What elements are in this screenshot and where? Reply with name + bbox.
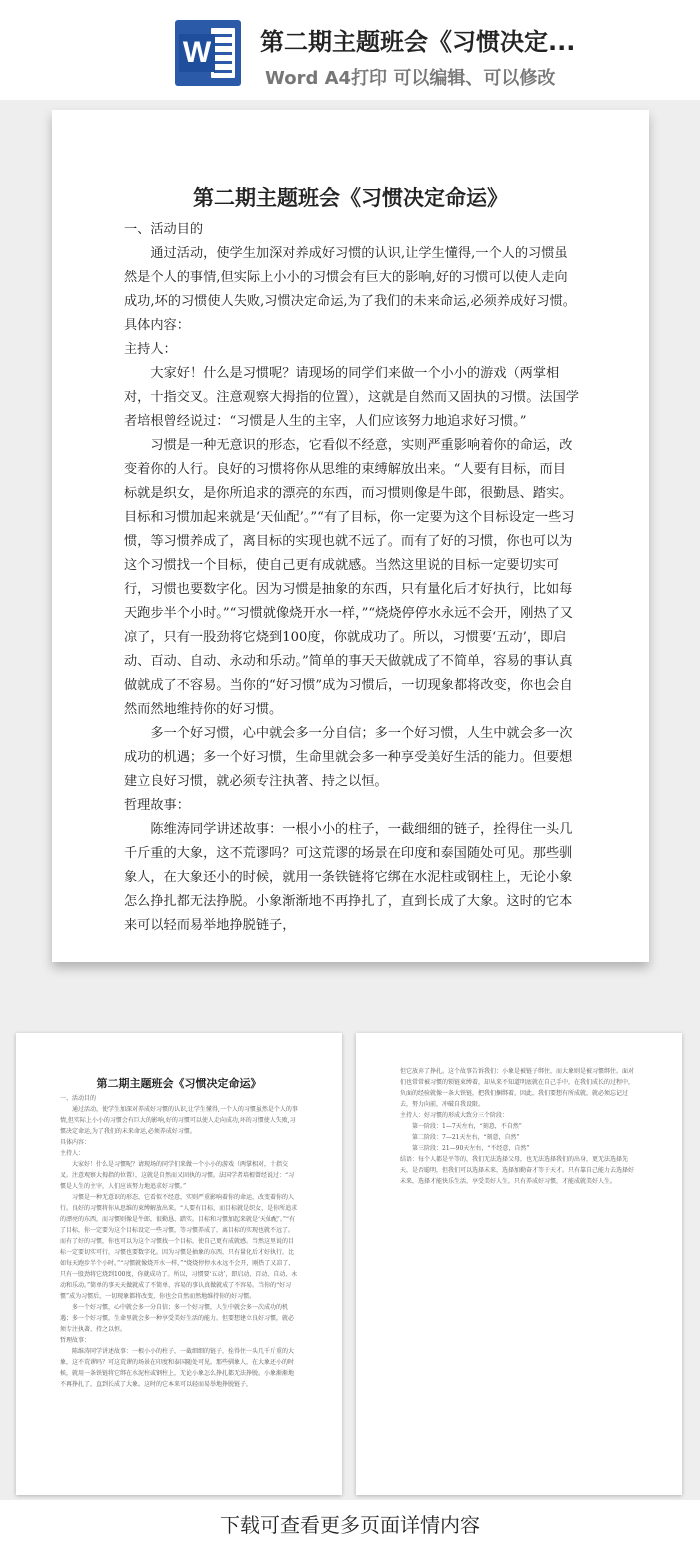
- thumbnail-paragraph: 主持人：: [60, 1150, 85, 1157]
- page-thumbnail-1[interactable]: [16, 1033, 342, 1495]
- document-subtitle: Word A4打印 可以编辑、可以修改: [265, 68, 556, 89]
- thumbnail-paragraph: 第三阶段：21—90天左右，“不经意，自然”: [412, 1145, 530, 1152]
- thumbnail-paragraph: 一、活动目的: [60, 1095, 97, 1102]
- thumbnail-paragraph: 通过活动，使学生加深对养成好习惯的认识,让学生懂得,一个人的习惯虽然是个人的事情,但实际上小小的习惯会有巨大的影响,好的习惯可以使人走向成功,坏的习惯使人失败,习惯决定命运,为了我们的未来命运,必须养成好习惯。: [60, 1106, 298, 1135]
- thumbnail-paragraph: 但它放弃了挣扎。这个故事告诉我们：小象是被链子绑住，而大象则是被习惯绑住。面对们也常常被习惯的锁链束缚着，却从来不知道明底就在自己手中，在我们成长的过程中，负面的经验就像一条大铁链，把我们捆绑着，因此，我们要想有所成就，就必须忘记过去，努力向前，冲破自我设限。: [400, 1068, 635, 1108]
- thumbnail-paragraph: 主持人：好习惯的形成大致分三个阶段：: [400, 1112, 509, 1119]
- thumbnail-paragraph: 第一阶段：1—7天左右，“刻意，不自然”: [412, 1123, 522, 1130]
- thumbnail-paragraph: 大家好！什么是习惯呢？请现场的同学们来做一个小小的游戏（两掌相对，十指交叉。注意观察大拇指的位置），这就是自然而又固执的习惯。法国学者培根曾经说过：“习惯是人生的主宰，人们应该努力地追求好习惯。”: [60, 1161, 295, 1190]
- preview-stage: [0, 100, 700, 1500]
- paragraph: 具体内容：: [124, 318, 190, 333]
- document-title: 第二期主题班会《习惯决定...: [260, 28, 576, 56]
- thumbnail-paragraph: 习惯是一种无意识的形态，它看似不经意，实则严重影响着你的命运，改变着你的人行。良好的习惯将你从思维的束缚解放出来。“人要有目标，而目标就是织女，是你所追求的漂亮的东西，而习惯则像是牛郎，很勤恳、踏实。目标和习惯加起来就是‘天仙配’。”“有了目标，你一定要为这个目标设定一些习惯，等习惯养成了，离目标的实现也就不远了。而有了好的习惯，你也可以为这个习惯找一个目标，使自己更有成就感。当然这里说的目标一定要切实可行，习惯也要数字化。因为习惯是抽象的东西，只有量化后才好执行，比如每天跑步半个小时。”“习惯就像烧开水一样，”“烧烧停停水永远不会开，刚热了又凉了，只有一股劲将它烧到100度，你就成功了。所以，习惯要‘五动’，即启动、百动、自动、永动和乐动。”简单的事天天做就成了不简单，容易的事认真做就成了不容易。当你的“好习惯”成为习惯后，一切现象都将改变，你也会自然而然地维持你的好习惯。: [60, 1194, 298, 1300]
- paragraph: 习惯是一种无意识的形态，它看似不经意，实则严重影响着你的命运，改变着你的人行。良好的习惯将你从思维的束缚解放出来。“人要有目标，而目标就是织女，是你所追求的漂亮的东西，而习惯则像是牛郎，很勤恳、踏实。目标和习惯加起来就是‘天仙配’。”“有了目标，你一定要为这个目标设定一些习惯，等习惯养成了，离目标的实现也就不远了。而有了好的习惯，你也可以为这个习惯找一个目标，使自己更有成就感。当然这里说的目标一定要切实可行，习惯也要数字化。因为习惯是抽象的东西，只有量化后才好执行，比如每天跑步半个小时。”“习惯就像烧开水一样，”“烧烧停停水永远不会开，刚热了又凉了，只有一股劲将它烧到100度，你就成功了。所以，习惯要‘五动’，即启动、百动、自动、永动和乐动。”简单的事天天做就成了不简单，容易的事认真做就成了不容易。当你的“好习惯”成为习惯后，一切现象都将改变，你也会自然而然地维持你的好习惯。: [124, 438, 575, 717]
- page-body: [124, 218, 579, 938]
- paragraph: 大家好！什么是习惯呢？请现场的同学们来做一个小小的游戏（两掌相对，十指交叉。注意观察大拇指的位置），这就是自然而又固执的习惯。法国学者培根曾经说过：“习惯是人生的主宰，人们应该努力地追求好习惯。”: [124, 366, 579, 429]
- paragraph: 一、活动目的: [124, 222, 204, 237]
- main-page-preview[interactable]: [52, 110, 649, 962]
- header: [0, 0, 700, 100]
- thumbnail-body: [400, 1066, 638, 1187]
- word-document-icon: [175, 20, 241, 86]
- thumbnail-body: [60, 1093, 298, 1390]
- paragraph: 通过活动，使学生加深对养成好习惯的认识,让学生懂得,一个人的习惯虽然是个人的事情,但实际上小小的习惯会有巨大的影响,好的习惯可以使人走向成功,坏的习惯使人失败,习惯决定命运,为了我们的未来命运,必须养成好习惯。: [124, 246, 576, 309]
- thumbnail-paragraph: 哲理故事：: [60, 1337, 91, 1344]
- paragraph: 哲理故事：: [124, 798, 190, 813]
- page-thumbnail-2[interactable]: [356, 1033, 682, 1495]
- paragraph: 陈维涛同学讲述故事：一根小小的柱子，一截细细的链子，拴得住一头几千斤重的大象，这不荒谬吗？可这荒谬的场景在印度和泰国随处可见。那些驯象人，在大象还小的时候，就用一条铁链将它绑在水泥柱或钢柱上，无论小象怎么挣扎都无法挣脱。小象渐渐地不再挣扎了，直到长成了大象。这时的它本来可以轻而易举地挣脱链子，: [124, 822, 573, 933]
- thumbnail-paragraph: 结语：每个人都是平等的，我们无法选择父母，也无法选择我们的出身，更无法选择先天，是否聪明，但我们可以选择未来，选择加勤奋才等于天才。只有靠自己能力去选择好未来，选择才能快乐生活，享受美好人生，只有养成好习惯，才能成就美好人生。: [400, 1156, 635, 1185]
- word-icon-letter: W: [179, 34, 215, 72]
- thumbnail-paragraph: 第二阶段：7—21天左右，“刻意，自然”: [412, 1134, 520, 1141]
- paragraph: 多一个好习惯，心中就会多一分自信；多一个好习惯，人生中就会多一次成功的机遇；多一个好习惯，生命里就会多一种享受美好生活的能力。但要想建立良好习惯，就必须专注执著、持之以恒。: [124, 726, 573, 789]
- paragraph: 主持人：: [124, 342, 177, 357]
- download-more-link[interactable]: 下载可查看更多页面详情内容: [0, 1500, 700, 1557]
- thumbnail-paragraph: 具体内容：: [60, 1139, 91, 1146]
- thumbnail-title: 第二期主题班会《习惯决定命运》: [96, 1077, 262, 1090]
- page-title: 第二期主题班会《习惯决定命运》: [193, 185, 508, 210]
- thumbnail-paragraph: 陈维涛同学讲述故事：一根小小的柱子，一截细细的链子，拴得住一头几千斤重的大象，这不荒谬吗？可这荒谬的场景在印度和泰国随处可见。那些驯象人，在大象还小的时候，就用一条铁链将它绑在水泥柱或钢柱上，无论小象怎么挣扎都无法挣脱。小象渐渐地不再挣扎了，直到长成了大象。这时的它本来可以轻而易举地挣脱链子，: [60, 1348, 295, 1388]
- thumbnail-paragraph: 多一个好习惯，心中就会多一分自信；多一个好习惯，人生中就会多一次成功的机遇；多一个好习惯，生命里就会多一种享受美好生活的能力。但要想建立良好习惯，就必须专注执著、持之以恒。: [60, 1304, 295, 1333]
